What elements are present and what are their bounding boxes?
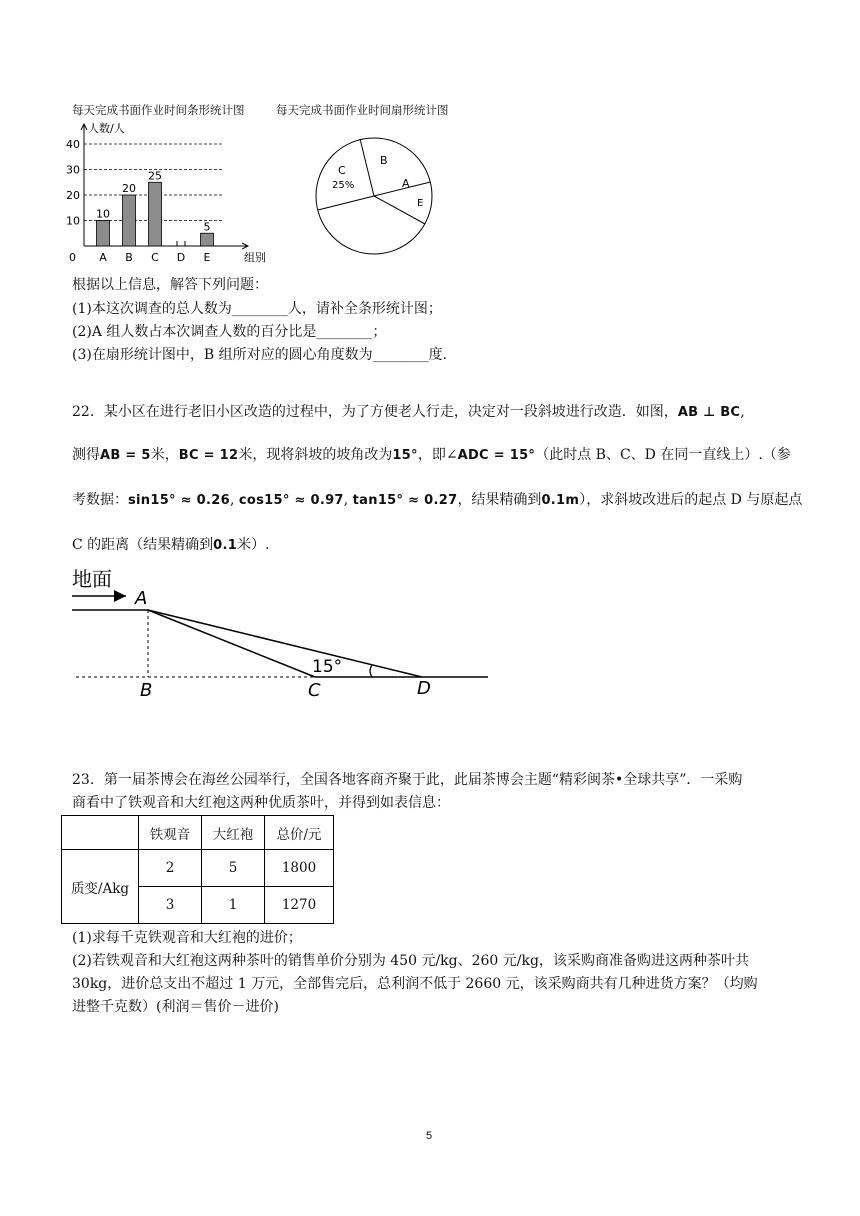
q21-part2: (2)A 组人数占本次调查人数的百分比是________； <box>72 324 387 340</box>
pie-percent-c: 25% <box>332 180 355 191</box>
bar-e <box>201 233 214 246</box>
slope-figure <box>60 560 500 710</box>
math-15-degrees: 15° <box>392 448 418 463</box>
x-tick-label: D <box>176 251 186 264</box>
q22-text-4a: C 的距离（结果精确到 <box>72 537 214 553</box>
x-axis-label: 组别 <box>244 251 266 264</box>
y-tick-label: 0 <box>69 251 76 264</box>
table-cell: 2 <box>139 850 202 887</box>
math-precision: 0.1 <box>213 538 238 553</box>
math-cos15: cos15° ≈ 0.97 <box>238 493 344 508</box>
bar-b <box>123 195 136 246</box>
data-label-e: 5 <box>203 220 211 234</box>
point-d-label: D <box>417 678 431 699</box>
x-tick-label: B <box>125 251 133 264</box>
y-tick-label: 10 <box>66 214 80 228</box>
math-ab-perp-bc: AB ⊥ BC <box>677 405 741 420</box>
segment-ad <box>148 610 422 677</box>
q23-part2-line2: 30kg，进价总支出不超过 1 万元，全部售完后，总利润不低于 2660 元，该采购商共有几种进货方案？（均购 <box>72 976 758 992</box>
data-label-b: 20 <box>122 182 136 195</box>
q23-part1: (1)求每千克铁观音和大红袍的进价； <box>72 930 302 946</box>
q22-text-2e: （此时点 B、C、D 在同一直线上）.（参 <box>535 447 791 463</box>
q22-text-3b: ，结果精确到 <box>457 492 542 508</box>
pie-chart <box>312 134 436 258</box>
q22-line4 <box>72 535 270 556</box>
segment-ac <box>148 610 315 677</box>
math-angle-adc: ADC = 15° <box>457 448 536 463</box>
q22-text-2c: 米，现将斜坡的坡角改为 <box>238 447 393 463</box>
q23-line2: 商看中了铁观音和大红袍这两种优质茶叶，并得到如表信息： <box>72 795 450 811</box>
table-header-tieguanyin: 铁观音 <box>139 816 202 850</box>
x-tick-label: E <box>203 251 211 264</box>
angle-arc <box>370 665 372 677</box>
table-cell: 1800 <box>265 850 334 887</box>
q22-text-3c: ），求斜坡改进后的起点 D 与原起点 <box>579 492 803 508</box>
point-b-label: B <box>140 680 153 701</box>
q22-text-2a: 测得 <box>72 447 100 463</box>
q21-intro: 根据以上信息，解答下列问题： <box>72 277 268 293</box>
point-a-label: A <box>135 588 148 609</box>
page-number: 5 <box>426 1130 433 1142</box>
y-axis-label: 人数/人 <box>88 122 125 135</box>
q22-sep-2: , <box>343 492 349 508</box>
bar-chart <box>62 118 272 268</box>
table-header-blank <box>62 816 139 850</box>
y-tick-label: 40 <box>66 138 80 151</box>
angle-label: 15° <box>312 657 343 677</box>
table-cell: 5 <box>202 850 265 887</box>
pie-label-b: B <box>380 154 388 167</box>
q22-text-4b: 米）. <box>237 537 270 553</box>
q22-text-2d: ，即∠ <box>417 447 458 463</box>
q22-sep-1: , <box>229 492 235 508</box>
q23-part2-line3: 进整千克数）(利润＝售价－进价) <box>72 999 279 1015</box>
y-tick-label: 20 <box>66 189 80 202</box>
table-header-total: 总价/元 <box>265 816 334 850</box>
point-c-label: C <box>308 680 321 701</box>
x-tick-label: A <box>99 251 107 264</box>
price-table <box>61 815 334 924</box>
bar-a <box>97 221 110 247</box>
q22-line1 <box>72 402 745 423</box>
math-precision-m: 0.1m <box>541 493 580 508</box>
math-tan15: tan15° ≈ 0.27 <box>352 493 458 508</box>
q22-text-1b: , <box>740 404 745 420</box>
q22-text-2b: 米， <box>150 447 179 463</box>
table-cell: 1 <box>202 887 265 924</box>
ground-label: 地面 <box>72 567 112 591</box>
q22-line3 <box>72 490 802 511</box>
math-sin15: sin15° ≈ 0.26 <box>128 493 230 508</box>
math-ab-equals-5: AB = 5 <box>100 448 151 463</box>
pie-label-a: A <box>402 177 410 190</box>
q21-part1: (1)本这次调查的总人数为________人，请补全条形统计图； <box>72 301 442 317</box>
q22-text-1a: 22．某小区在进行老旧小区改造的过程中，为了方便老人行走，决定对一段斜坡进行改造．如图， <box>72 404 678 420</box>
q21-part3: (3)在扇形统计图中，B 组所对应的圆心角度数为________度. <box>72 347 448 363</box>
q22-text-3a: 考数据： <box>72 492 128 508</box>
math-bc-equals-12: BC = 12 <box>178 448 239 463</box>
pie-chart-title: 每天完成书面作业时间扇形统计图 <box>276 103 449 117</box>
pie-label-c: C <box>338 164 346 177</box>
bar-c <box>149 182 162 246</box>
bar-chart-title: 每天完成书面作业时间条形统计图 <box>72 103 245 117</box>
table-cell: 1270 <box>265 887 334 924</box>
pie-label-e: E <box>417 198 424 209</box>
table-cell: 3 <box>139 887 202 924</box>
table-row-label: 质变/Akg <box>62 850 139 924</box>
x-tick-label: C <box>151 251 159 264</box>
q22-line2 <box>72 445 791 466</box>
data-label-a: 10 <box>96 207 110 221</box>
q23-part2-line1: (2)若铁观音和大红袍这两种茶叶的销售单价分别为 450 元/kg、260 元/kg，该采购商准备购进这两种茶叶共 <box>72 953 749 969</box>
data-label-c: 25 <box>148 169 162 183</box>
q23-line1: 23．第一届茶博会在海丝公园举行，全国各地客商齐聚于此，此届茶博会主题“精彩闽茶•全球共享”．一采购 <box>72 772 743 788</box>
y-tick-label: 30 <box>66 163 80 177</box>
table-header-dahongpao: 大红袍 <box>202 816 265 850</box>
